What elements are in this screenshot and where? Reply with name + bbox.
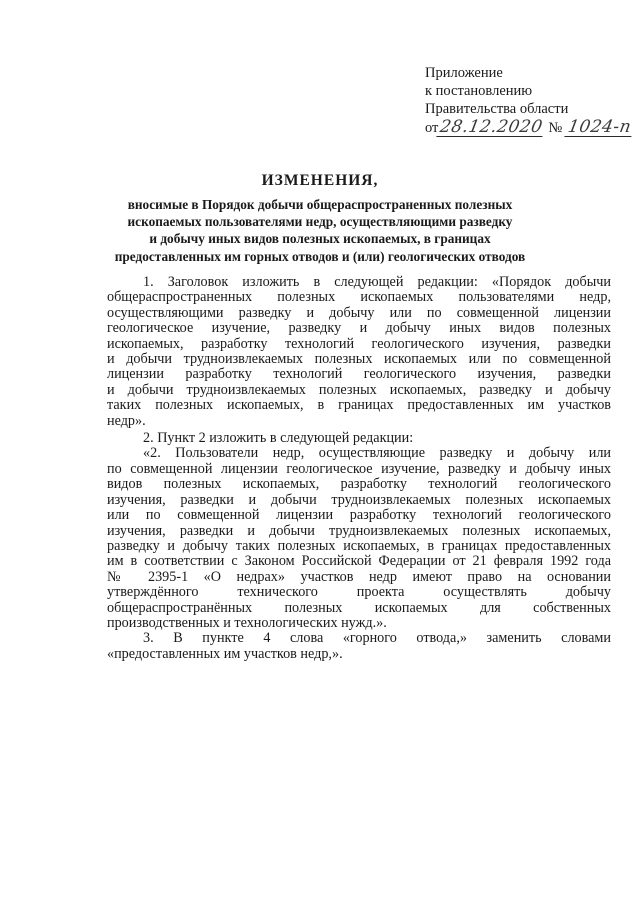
text-line: изучения, разведки и добычи трудноизвлекаемых полезных ископаемых,	[107, 522, 611, 539]
text-line: 3. В пункте 4 слова «горного отвода,» заменить словами	[143, 630, 611, 647]
text-line: недр».	[107, 412, 146, 429]
text-line: производственных и технологических нужд.».	[107, 614, 387, 631]
text-line: разведку и добычу таких полезных ископаемых, в границах предоставленных	[107, 537, 611, 554]
text-line: изучения, разведки и добычи трудноизвлекаемых полезных ископаемых	[107, 491, 611, 508]
date-prefix: от	[425, 120, 439, 136]
text-line: и добычи трудноизвлекаемых полезных ископаемых, разведку и добычу	[107, 381, 611, 398]
document-subtitle	[100, 196, 540, 265]
text-line: «предоставленных им участков недр,».	[107, 645, 343, 662]
text-line: утверждённого технического проекта осуществлять добычу	[107, 584, 611, 601]
paragraph-3	[107, 446, 611, 631]
text-line: геологическое изучение, разведку и добычу иных видов полезных	[107, 320, 611, 337]
text-line: лицензии разработку технологий геологического изучения, разведки	[107, 366, 611, 383]
text-line: по совмещенной лицензии геологическое изучение, разведку и добычу иных	[107, 460, 611, 477]
paragraph-1	[107, 275, 611, 429]
annex-line-3: Правительства области	[425, 101, 569, 117]
subtitle-line: и добычу иных видов полезных ископаемых, в границах	[149, 231, 491, 247]
document-body	[107, 275, 611, 662]
subtitle-line: вносимые в Порядок добычи общераспространенных полезных	[127, 197, 513, 212]
document-title: ИЗМЕНЕНИЯ,	[261, 172, 379, 189]
text-line: таких полезных ископаемых, в границах предоставленных им участков	[107, 397, 611, 414]
text-line: и добычи трудноизвлекаемых полезных ископаемых или по совмещенной	[107, 351, 611, 368]
text-line: 1. Заголовок изложить в следующей редакции: «Порядок добычи	[143, 274, 611, 290]
paragraph-4	[107, 631, 611, 662]
text-line: ископаемых, разработку технологий геологического изучения, разведки	[107, 335, 611, 352]
text-line: общераспространённых полезных ископаемых для собственных	[107, 599, 611, 616]
text-line: № 2395-1 «О недрах» участков недр имеют право на основании	[107, 568, 611, 585]
text-line: им в соответствии с Законом Российской Федерации от 21 февраля 1992 года	[107, 553, 611, 570]
annex-date-line	[425, 118, 635, 137]
title-block	[100, 172, 540, 265]
handwritten-number: 1024-п	[566, 117, 633, 137]
text-line: 2. Пункт 2 изложить в следующей редакции:	[143, 430, 414, 447]
subtitle-line: предоставленных им горных отводов и (или) геологических отводов	[114, 248, 526, 264]
text-line: видов полезных ископаемых, разработку технологий геологического	[107, 476, 611, 493]
handwritten-date: 28.12.2020	[438, 117, 545, 137]
annex-line-2: к постановлению	[425, 83, 533, 99]
text-line: или по совмещенной лицензии разработку технологий геологического	[107, 507, 611, 524]
subtitle-line: ископаемых пользователями недр, осуществляющими разведку	[127, 214, 513, 230]
paragraph-2	[107, 431, 611, 446]
text-line: общераспространенных полезных ископаемых пользователями недр,	[107, 289, 611, 306]
number-prefix: №	[548, 120, 563, 136]
annex-line-1: Приложение	[425, 65, 503, 81]
text-line: «2. Пользователи недр, осуществляющие разведку и добычу или	[143, 445, 611, 462]
text-line: осуществляющими разведку и добычу или по совмещенной лицензии	[107, 304, 611, 321]
annex-header	[425, 64, 635, 137]
